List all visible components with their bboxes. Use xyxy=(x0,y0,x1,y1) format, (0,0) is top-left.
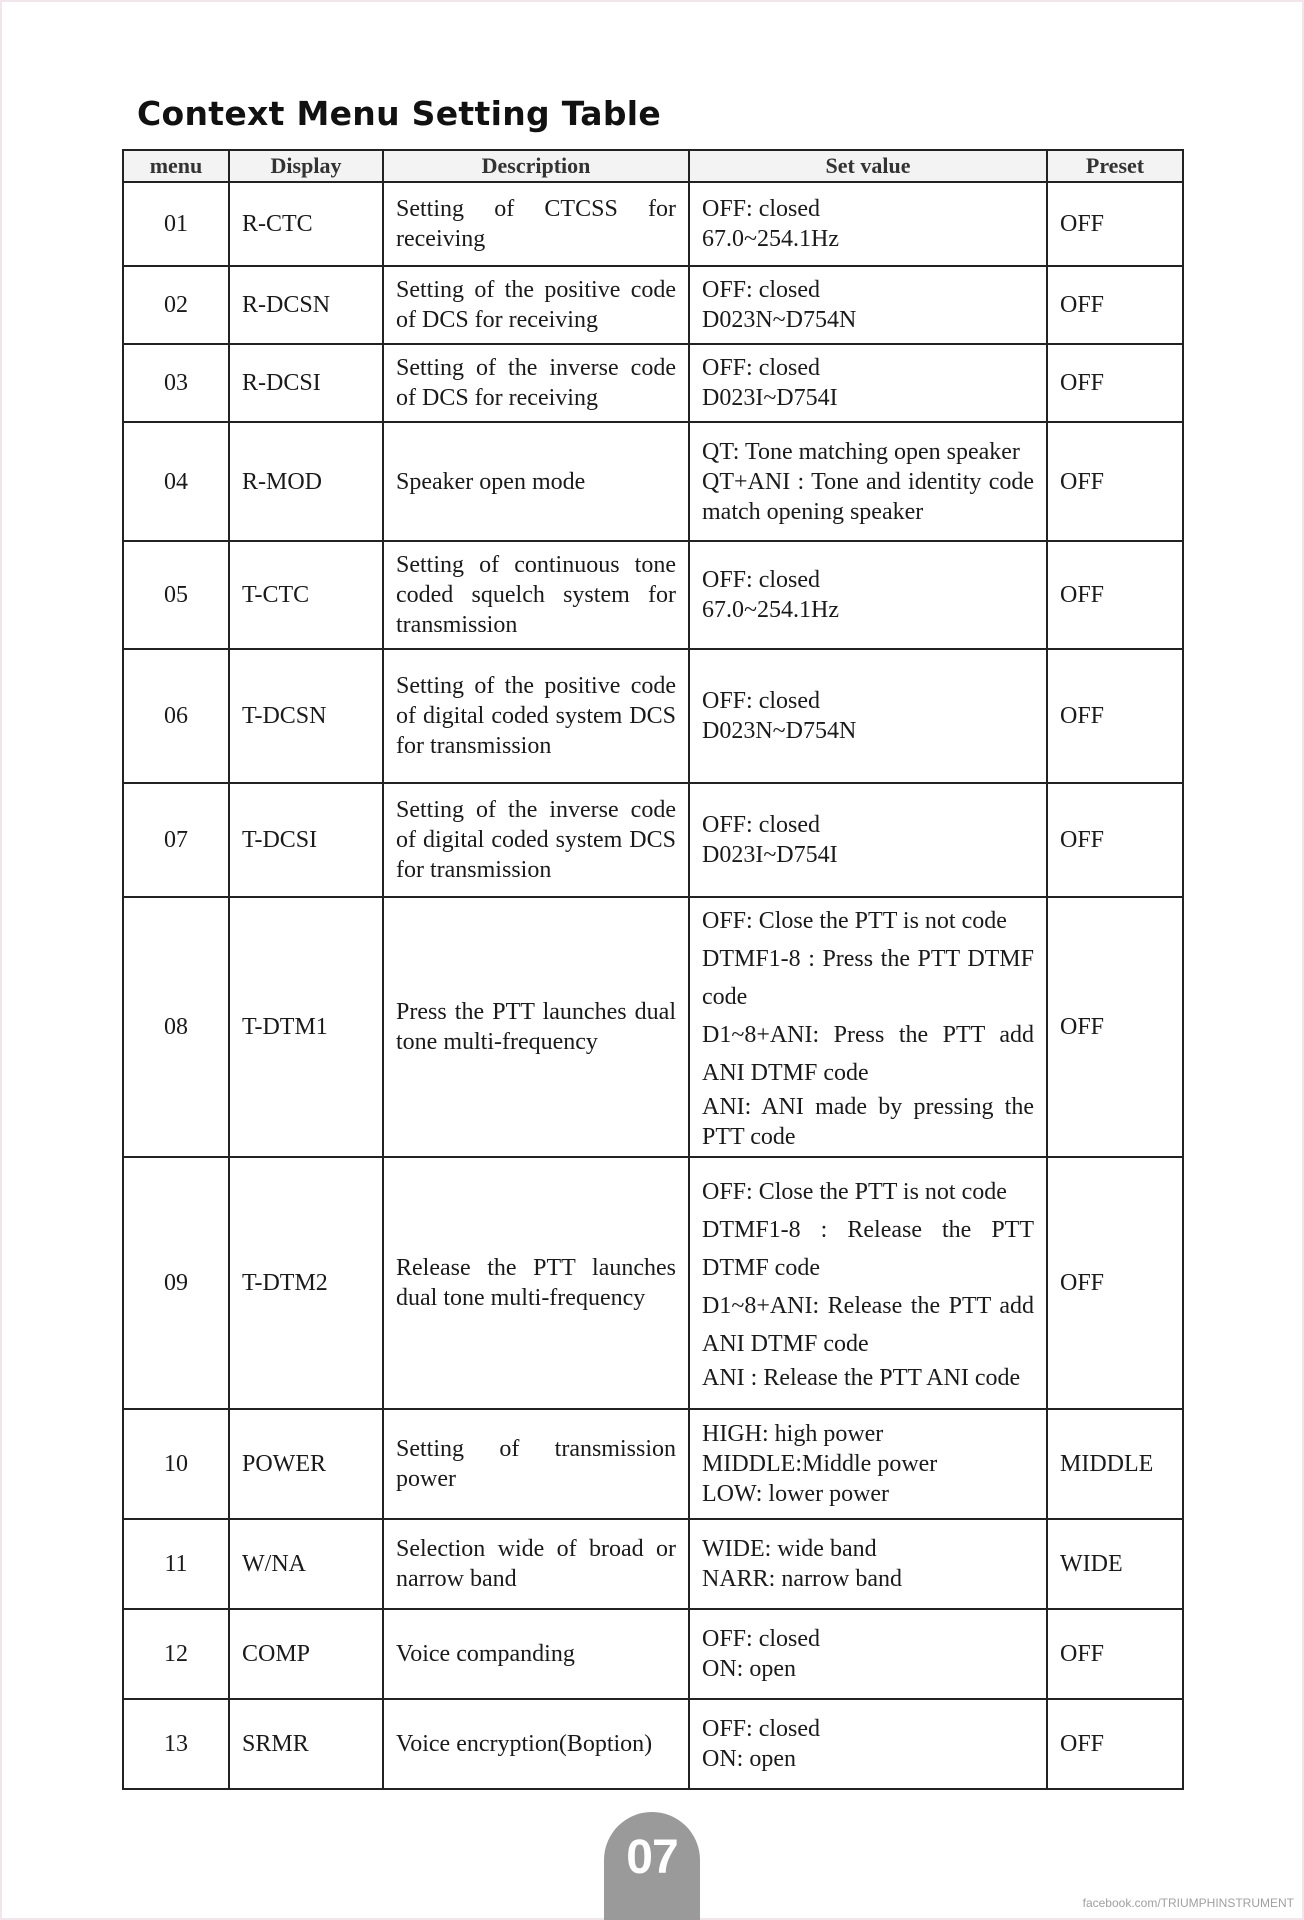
set-value xyxy=(689,541,1047,649)
set-value-line: OFF: Close the PTT is not code xyxy=(702,1179,1007,1205)
menu-number: 03 xyxy=(123,344,229,422)
preset-value: OFF xyxy=(1047,266,1183,344)
set-value xyxy=(689,783,1047,897)
set-value xyxy=(689,1157,1047,1409)
display-code: SRMR xyxy=(229,1699,383,1789)
display-code: T-DCSN xyxy=(229,649,383,783)
menu-number: 11 xyxy=(123,1519,229,1609)
set-value xyxy=(689,649,1047,783)
header-display: Display xyxy=(229,150,383,182)
table-header-row xyxy=(123,150,1183,182)
table-row xyxy=(123,344,1183,422)
set-value xyxy=(689,182,1047,266)
description: Setting of transmission power xyxy=(383,1409,689,1519)
set-value-line: QT: Tone matching open speaker xyxy=(702,438,1020,465)
set-value-line: D023N~D754N xyxy=(702,307,857,333)
table-row xyxy=(123,266,1183,344)
preset-value: OFF xyxy=(1047,1699,1183,1789)
set-value-line: 67.0~254.1Hz xyxy=(702,226,839,252)
display-code: R-CTC xyxy=(229,182,383,266)
table-row xyxy=(123,1519,1183,1609)
display-code: POWER xyxy=(229,1409,383,1519)
preset-value: MIDDLE xyxy=(1047,1409,1183,1519)
menu-number: 05 xyxy=(123,541,229,649)
table-row xyxy=(123,541,1183,649)
set-value-line: OFF: Close the PTT is not code xyxy=(702,908,1007,934)
table-row xyxy=(123,422,1183,541)
preset-value: OFF xyxy=(1047,541,1183,649)
set-value-line: OFF: closed xyxy=(702,1716,821,1742)
table-row xyxy=(123,1157,1183,1409)
set-value xyxy=(689,1519,1047,1609)
description: Setting of the inverse code of digital coded system DCS for transmission xyxy=(383,783,689,897)
description: Voice encryption(Boption) xyxy=(383,1699,689,1789)
table-row xyxy=(123,897,1183,1157)
set-value-line: LOW: lower power xyxy=(702,1481,890,1507)
set-value xyxy=(689,266,1047,344)
display-code: W/NA xyxy=(229,1519,383,1609)
set-value-line: OFF: closed xyxy=(702,812,821,838)
set-value-line: QT+ANI : Tone and identity code match opening speaker xyxy=(702,468,1034,525)
menu-number: 09 xyxy=(123,1157,229,1409)
preset-value: OFF xyxy=(1047,1609,1183,1699)
preset-value: OFF xyxy=(1047,422,1183,541)
set-value-line: D023I~D754I xyxy=(702,842,838,868)
display-code: R-DCSN xyxy=(229,266,383,344)
display-code: T-DTM2 xyxy=(229,1157,383,1409)
set-value xyxy=(689,897,1047,1157)
menu-number: 07 xyxy=(123,783,229,897)
description: Setting of the inverse code of DCS for receiving xyxy=(383,344,689,422)
set-value-line: OFF: closed xyxy=(702,688,821,714)
description: Release the PTT launches dual tone multi-frequency xyxy=(383,1157,689,1409)
set-value-line: NARR: narrow band xyxy=(702,1566,902,1592)
description: Setting of the positive code of digital coded system DCS for transmission xyxy=(383,649,689,783)
description: Selection wide of broad or narrow band xyxy=(383,1519,689,1609)
set-value-line: OFF: closed xyxy=(702,277,821,303)
table-row xyxy=(123,1699,1183,1789)
description: Speaker open mode xyxy=(383,422,689,541)
page-number-badge xyxy=(604,1812,700,1920)
set-value-line: 67.0~254.1Hz xyxy=(702,597,839,623)
display-code: T-DTM1 xyxy=(229,897,383,1157)
set-value-line: DTMF1-8 : Press the PTT DTMF code xyxy=(702,946,1034,1010)
page-number: 07 xyxy=(626,1831,678,1884)
set-value-line: ON: open xyxy=(702,1746,796,1772)
description: Press the PTT launches dual tone multi-frequency xyxy=(383,897,689,1157)
set-value-line: D1~8+ANI: Press the PTT add ANI DTMF code xyxy=(702,1022,1034,1086)
set-value-line: ANI : Release the PTT ANI code xyxy=(702,1365,1021,1391)
set-value-line: DTMF1-8 : Release the PTT DTMF code xyxy=(702,1217,1034,1281)
set-value xyxy=(689,1609,1047,1699)
table-row xyxy=(123,783,1183,897)
table-row xyxy=(123,1409,1183,1519)
description: Voice companding xyxy=(383,1609,689,1699)
header-menu: menu xyxy=(123,150,229,182)
set-value-line: OFF: closed xyxy=(702,1626,821,1652)
set-value xyxy=(689,422,1047,541)
preset-value: OFF xyxy=(1047,1157,1183,1409)
table-row xyxy=(123,1609,1183,1699)
header-preset: Preset xyxy=(1047,150,1183,182)
set-value-line: D023N~D754N xyxy=(702,718,857,744)
header-set-value: Set value xyxy=(689,150,1047,182)
menu-number: 06 xyxy=(123,649,229,783)
page-title: Context Menu Setting Table xyxy=(137,94,662,133)
menu-number: 13 xyxy=(123,1699,229,1789)
set-value-line: D023I~D754I xyxy=(702,385,838,411)
set-value-line: WIDE: wide band xyxy=(702,1536,877,1562)
description: Setting of CTCSS for receiving xyxy=(383,182,689,266)
preset-value: OFF xyxy=(1047,182,1183,266)
menu-number: 04 xyxy=(123,422,229,541)
set-value-line: ON: open xyxy=(702,1656,796,1682)
set-value-line: OFF: closed xyxy=(702,355,821,381)
context-menu-table xyxy=(122,149,1184,1790)
display-code: T-DCSI xyxy=(229,783,383,897)
display-code: T-CTC xyxy=(229,541,383,649)
display-code: R-DCSI xyxy=(229,344,383,422)
set-value xyxy=(689,1699,1047,1789)
footer-url: facebook.com/TRIUMPHINSTRUMENT xyxy=(1082,1896,1294,1910)
set-value-line: HIGH: high power xyxy=(702,1421,884,1447)
set-value-line: OFF: closed xyxy=(702,196,821,222)
display-code: COMP xyxy=(229,1609,383,1699)
preset-value: OFF xyxy=(1047,344,1183,422)
table-row xyxy=(123,649,1183,783)
display-code: R-MOD xyxy=(229,422,383,541)
menu-number: 01 xyxy=(123,182,229,266)
menu-number: 10 xyxy=(123,1409,229,1519)
set-value-line: ANI: ANI made by pressing the PTT code xyxy=(702,1094,1034,1150)
menu-number: 12 xyxy=(123,1609,229,1699)
preset-value: OFF xyxy=(1047,649,1183,783)
preset-value: OFF xyxy=(1047,783,1183,897)
menu-number: 02 xyxy=(123,266,229,344)
preset-value: WIDE xyxy=(1047,1519,1183,1609)
set-value-line: MIDDLE:Middle power xyxy=(702,1451,938,1477)
set-value xyxy=(689,1409,1047,1519)
header-description: Description xyxy=(383,150,689,182)
set-value-line: D1~8+ANI: Release the PTT add ANI DTMF code xyxy=(702,1293,1034,1357)
description: Setting of continuous tone coded squelch system for transmission xyxy=(383,541,689,649)
menu-number: 08 xyxy=(123,897,229,1157)
preset-value: OFF xyxy=(1047,897,1183,1157)
set-value xyxy=(689,344,1047,422)
set-value-line: OFF: closed xyxy=(702,567,821,593)
description: Setting of the positive code of DCS for receiving xyxy=(383,266,689,344)
table-row xyxy=(123,182,1183,266)
